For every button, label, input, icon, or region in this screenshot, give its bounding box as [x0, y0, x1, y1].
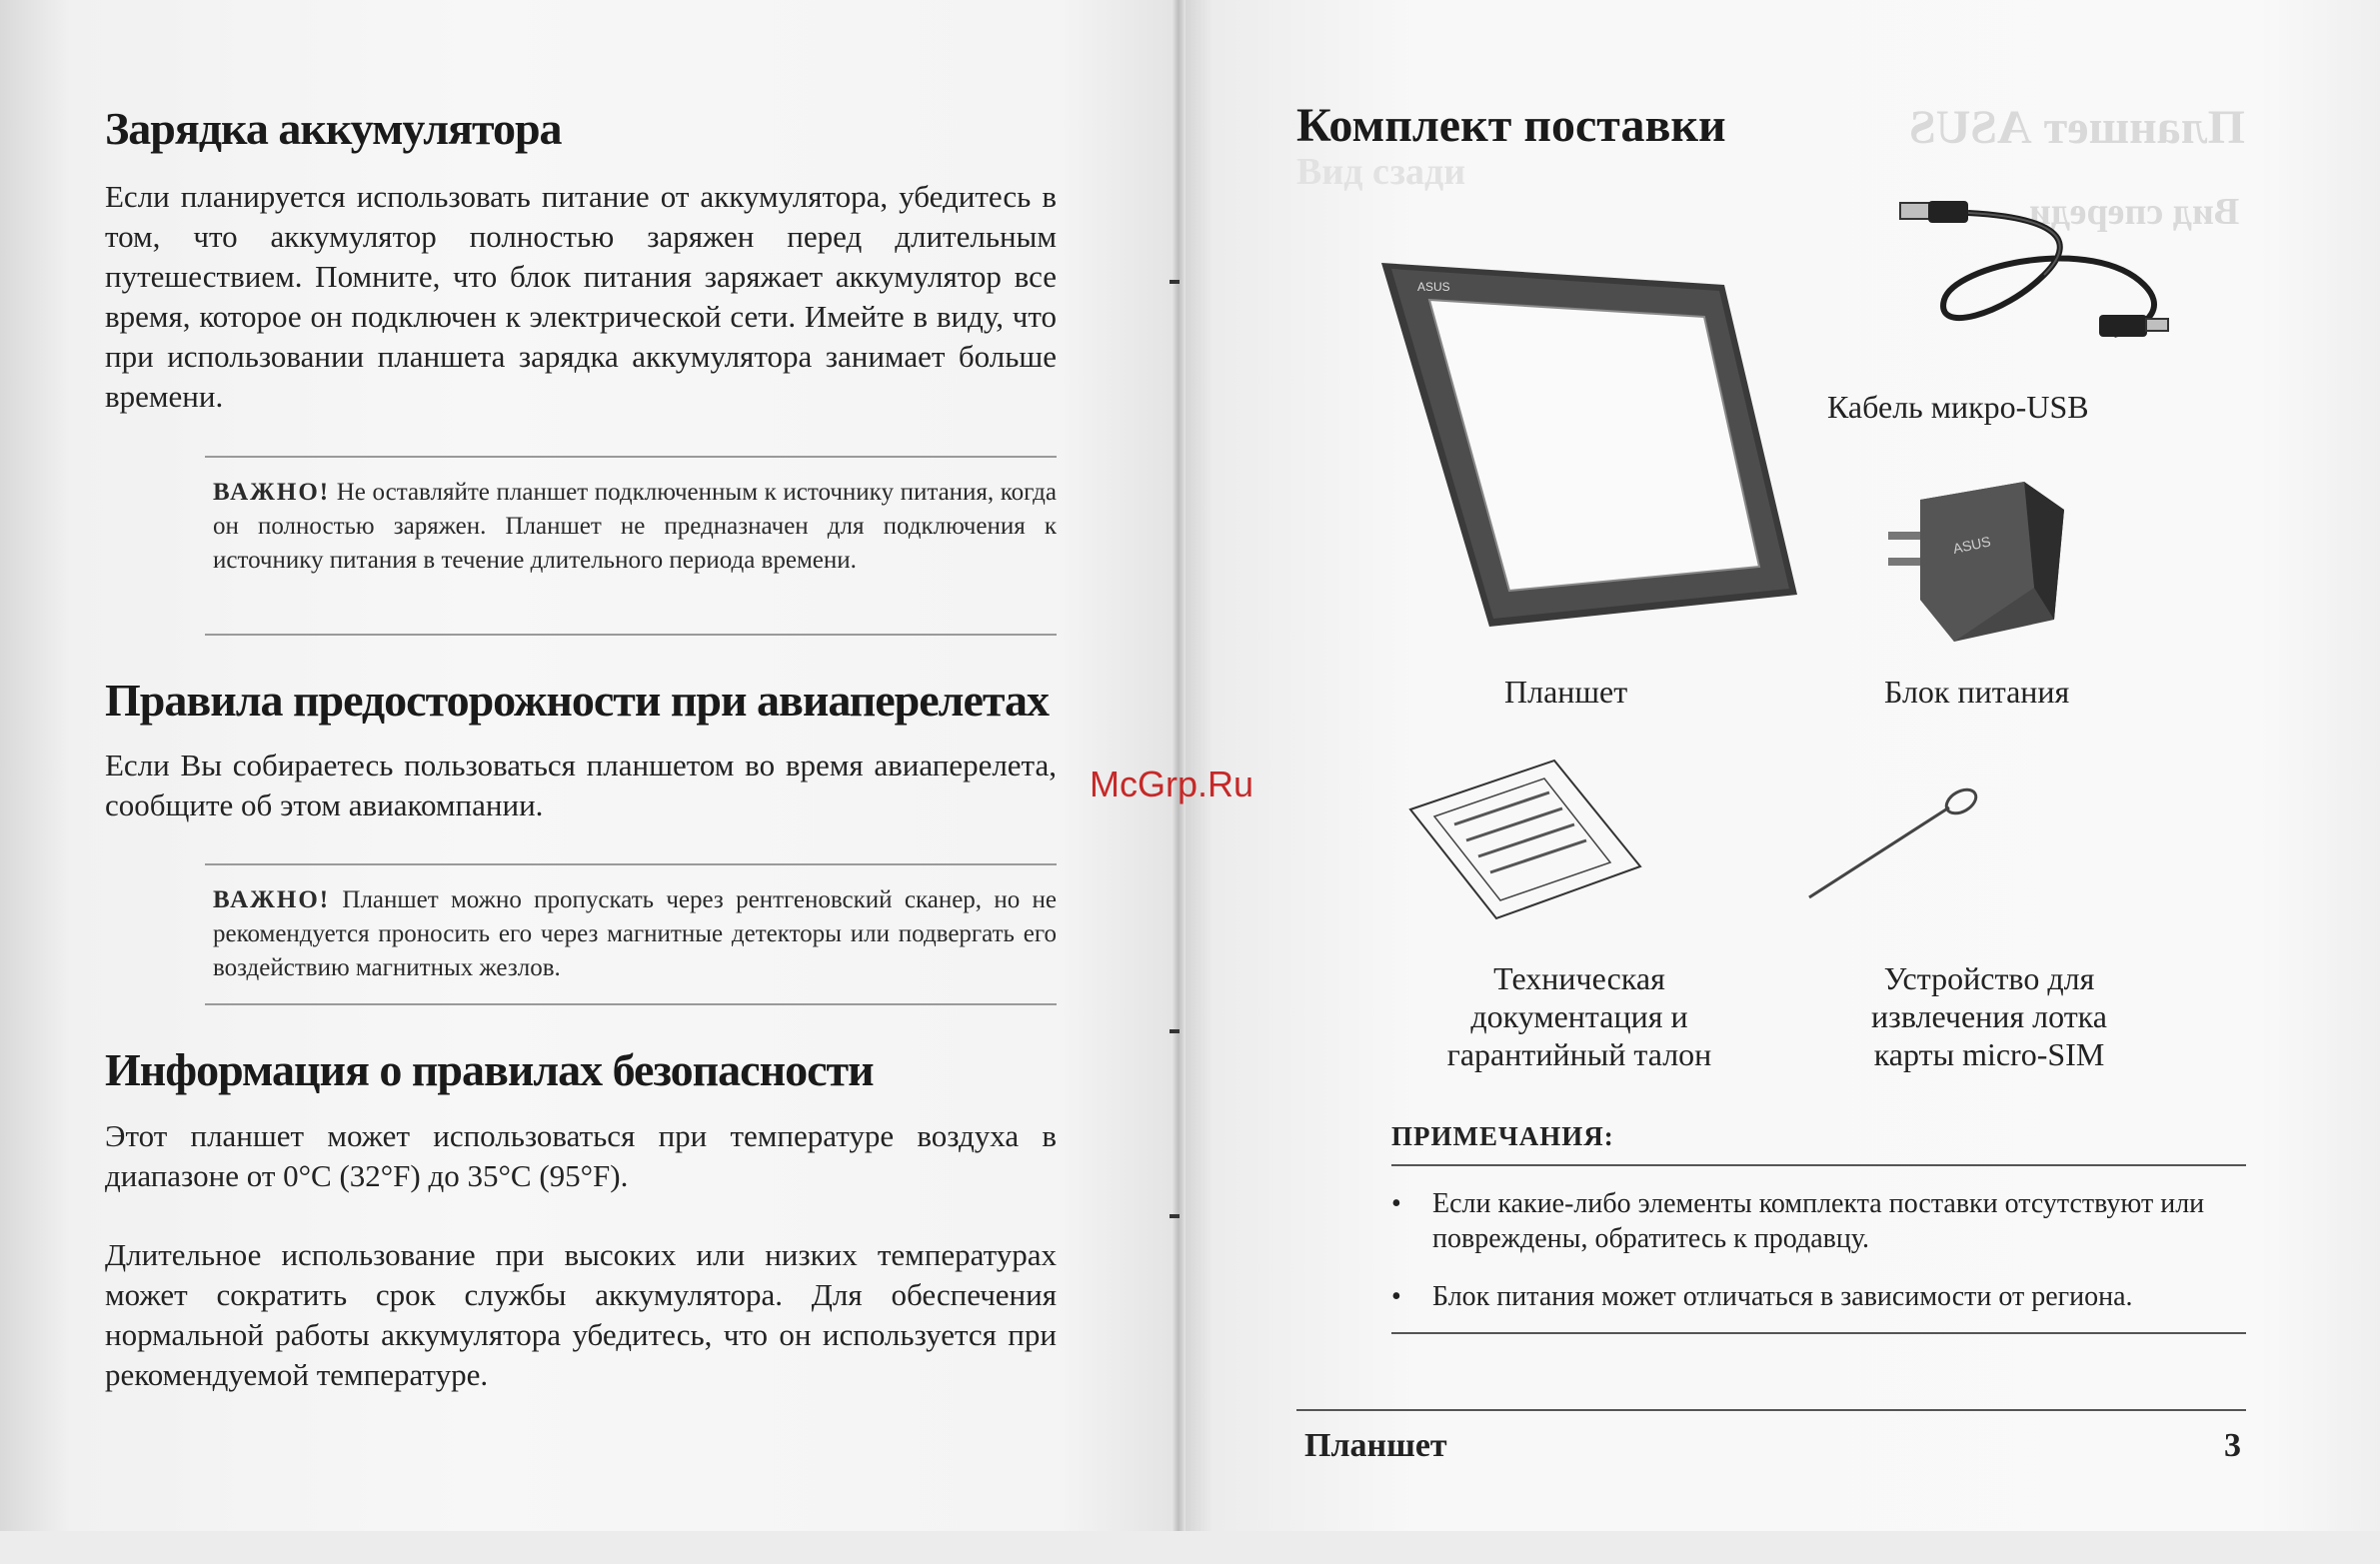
charging-paragraph: Если планируется использовать питание от аккумулятора, убедитесь в том, что аккумулятор полностью заряжен перед длительным путешествием. Помните, что блок питания заряжает аккумулятор все время, которое он подключен к электрической сети. Имейте в виду, что при использовании планшета зарядка аккумулятора занимает больше времени. [105, 179, 1057, 414]
caption-sim-line1: Устройство для [1883, 960, 2095, 996]
caption-tablet: Планшет [1504, 674, 1628, 710]
note-item-text: Блок питания может отличаться в зависимости от региона. [1432, 1281, 2133, 1312]
notes-divider-top [1391, 1164, 2246, 1166]
air-travel-paragraph: Если Вы собираетесь пользоваться планшетом во время авиаперелета, сообщите об этом авиакомпании. [105, 748, 1057, 822]
note-divider-bottom [205, 634, 1057, 636]
note-divider-top [205, 456, 1057, 458]
note-item [1391, 1279, 2246, 1314]
safety-paragraph-battery: Длительное использование при высоких или низких температурах может сократить срок службы аккумулятора. Для обеспечения нормальной работы аккумулятора убедитесь, что он используется при рекомендуемой температуре. [105, 1237, 1057, 1392]
caption-power-adapter: Блок питания [1884, 674, 2070, 710]
right-page [1178, 0, 2380, 1564]
micro-usb-cable-image [1894, 195, 2194, 365]
safety-paragraph-temperature: Этот планшет может использоваться при температуре воздуха в диапазоне от 0°C (32°F) до 35°C (95°F). [105, 1118, 1057, 1193]
page-title-package-contents: Комплект поставки [1296, 99, 1726, 152]
spine-mark [1170, 280, 1180, 284]
caption-sim-ejector [1809, 959, 2169, 1073]
footer-divider [1296, 1409, 2246, 1411]
footer-title: Планшет [1304, 1427, 1447, 1464]
sim-ejector-tool-image [1799, 780, 1999, 909]
note-label: ВАЖНО! [213, 886, 331, 913]
page-number: 3 [2224, 1427, 2241, 1464]
caption-documentation [1404, 959, 1754, 1073]
note-item [1391, 1186, 2246, 1256]
tablet-logo-text: ASUS [1417, 280, 1450, 294]
note-label: ВАЖНО! [213, 479, 331, 506]
note-text: Планшет можно пропускать через рентгеновский сканер, но не рекомендуется проносить его через магнитные детекторы или подвергать его воздействию магнитных жезлов. [213, 886, 1058, 981]
air-travel-important-note [213, 883, 1057, 985]
documentation-booklet-image [1404, 755, 1644, 924]
tablet-image [1369, 255, 1799, 635]
spine-mark [1170, 1214, 1180, 1218]
adapter-logo-text: ASUS [1951, 533, 1992, 557]
scan-bottom-edge [0, 1531, 2380, 1564]
section-title-charging: Зарядка аккумулятора [105, 103, 562, 154]
caption-docs-line1: Техническая [1493, 960, 1665, 996]
spine-mark [1170, 1029, 1180, 1033]
caption-micro-usb-cable: Кабель микро-USB [1827, 389, 2089, 425]
note-item-text: Если какие-либо элементы комплекта поставки отсутствуют или повреждены, обратитесь к продавцу. [1432, 1188, 2205, 1254]
bleed-through-subheading: Вид спереди [2029, 191, 2240, 233]
notes-divider-bottom [1391, 1332, 2246, 1334]
bullet-dot: • [1391, 1188, 1401, 1219]
section-title-air-travel: Правила предосторожности при авиаперелетах [105, 675, 1050, 726]
note-text: Не оставляйте планшет подключенным к источнику питания, когда он полностью заряжен. Планшет не предназначен для подключения к источнику питания в течение длительного периода времени. [213, 479, 1057, 574]
bleed-through-heading: Планшет ASUS [1909, 101, 2246, 154]
note-divider-bottom [205, 1003, 1057, 1005]
caption-sim-line3: карты micro-SIM [1873, 1036, 2105, 1072]
power-adapter-image [1884, 470, 2084, 650]
caption-docs-line2: документация и [1470, 998, 1688, 1034]
caption-docs-line3: гарантийный талон [1446, 1036, 1712, 1072]
caption-sim-line2: извлечения лотка [1871, 998, 2107, 1034]
charging-important-note [213, 476, 1057, 578]
note-divider-top [205, 863, 1057, 865]
section-title-safety: Информация о правилах безопасности [105, 1044, 874, 1095]
bullet-dot: • [1391, 1281, 1401, 1312]
bleed-through-subheading-2: Вид сзади [1296, 151, 1466, 193]
watermark: McGrp.Ru [1090, 764, 1254, 804]
notes-title: ПРИМЕЧАНИЯ: [1391, 1121, 1614, 1151]
